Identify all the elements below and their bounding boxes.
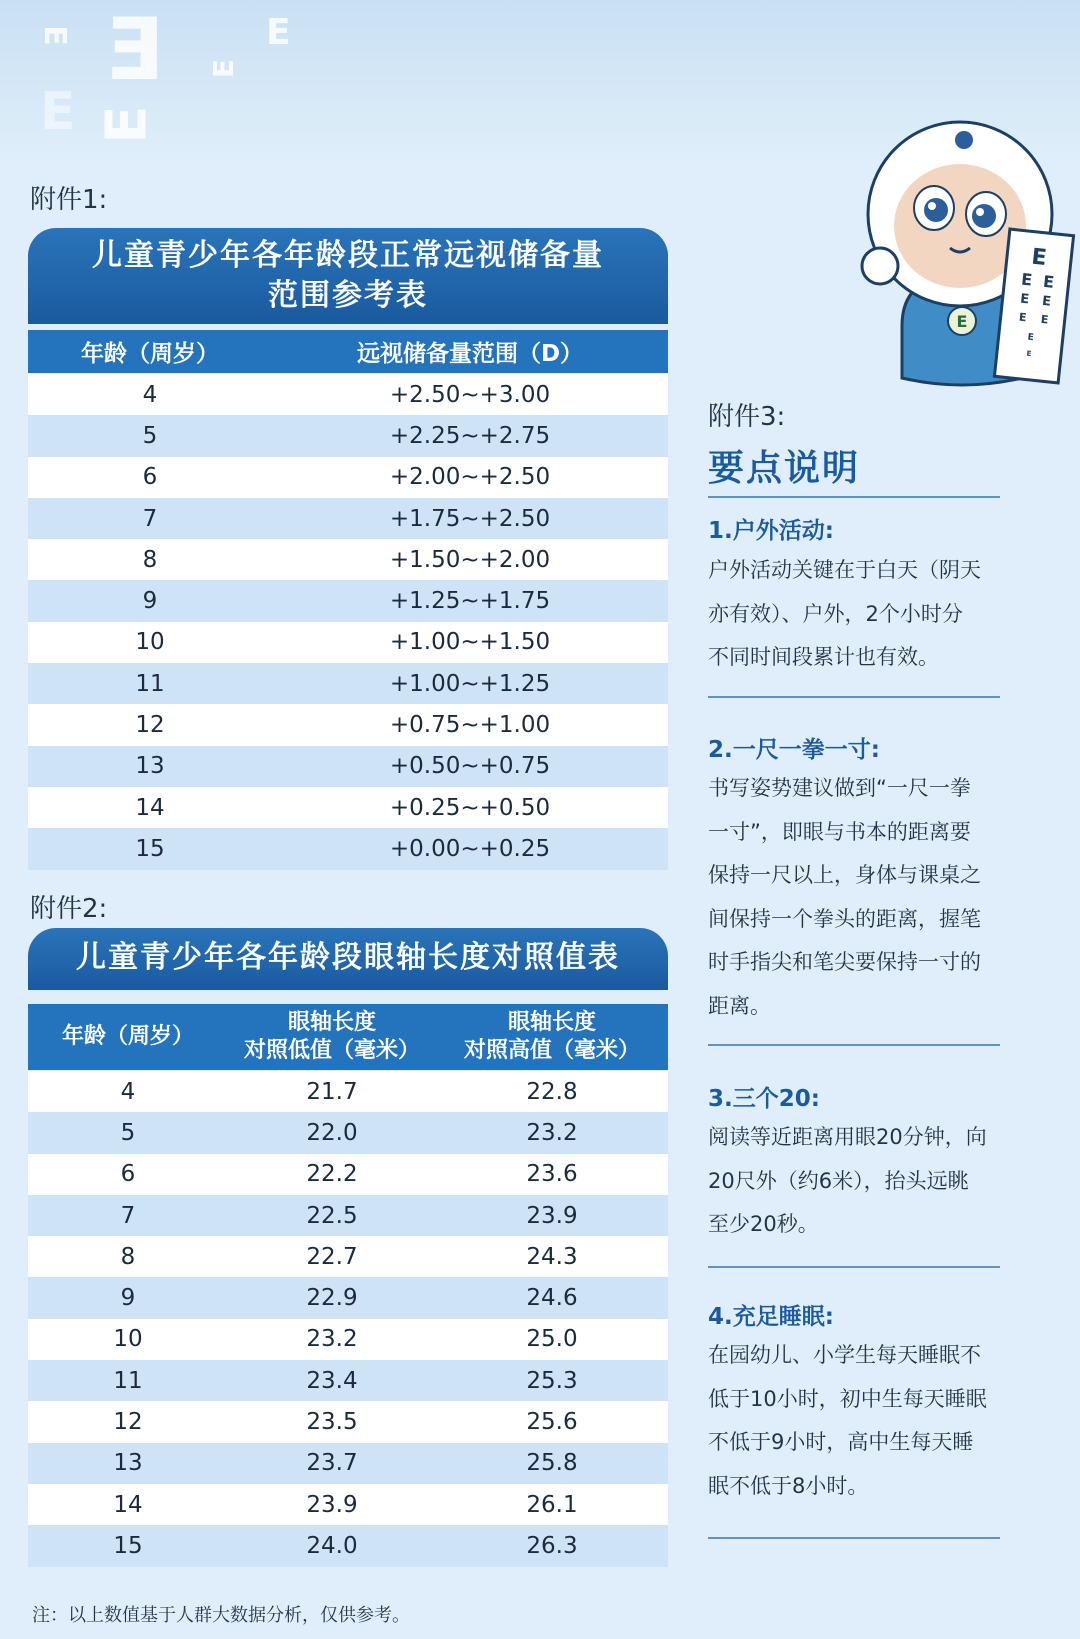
section4-heading: 4.充足睡眠: — [708, 1304, 834, 1330]
table1-title — [28, 228, 668, 324]
decor-e-small-3: E — [207, 58, 241, 79]
mascot-illustration — [852, 116, 1076, 396]
attachment3-title: 要点说明 — [708, 448, 861, 489]
table-row — [28, 704, 668, 745]
attachment1-label: 附件1: — [30, 185, 108, 215]
table2-col-low — [228, 1009, 436, 1065]
table-row — [28, 374, 668, 415]
age-cell: 4 — [142, 381, 158, 408]
table1-column-header — [28, 330, 668, 373]
table2-body — [28, 1071, 668, 1567]
table-row — [28, 580, 668, 621]
section4-line: 眠不低于8小时。 — [708, 1473, 869, 1498]
high-value-cell: 24.6 — [526, 1285, 578, 1312]
age-cell: 15 — [135, 835, 165, 862]
table2-column-header — [28, 1004, 668, 1070]
high-value-cell: 26.3 — [526, 1532, 578, 1559]
section1-body — [708, 549, 1003, 680]
table-row — [28, 1484, 668, 1525]
section1-line: 不同时间段累计也有效。 — [708, 645, 939, 669]
range-cell: +1.25~+1.75 — [389, 588, 551, 615]
decor-e-small-1: E — [36, 25, 72, 46]
high-value-cell: 25.6 — [526, 1409, 578, 1436]
range-cell: +1.00~+1.25 — [389, 670, 551, 697]
section1-line: 亦有效）、户外，2个小时分 — [708, 601, 963, 626]
section4-body — [708, 1334, 1003, 1508]
age-cell: 9 — [120, 1285, 136, 1312]
age-cell: 11 — [135, 670, 165, 697]
mascot-chart-e-2: E — [1020, 269, 1034, 290]
age-cell: 6 — [142, 464, 158, 491]
attachment3-label: 附件3: — [708, 402, 786, 432]
age-cell: 9 — [142, 588, 158, 615]
table-row — [28, 498, 668, 539]
high-value-cell: 23.2 — [526, 1119, 578, 1146]
divider — [708, 1537, 1000, 1539]
table1-col-range: 远视储备量范围（D） — [356, 341, 584, 367]
low-value-cell: 24.0 — [306, 1532, 358, 1559]
age-cell: 12 — [113, 1409, 143, 1436]
age-cell: 13 — [135, 753, 165, 780]
high-value-cell: 23.6 — [526, 1161, 578, 1188]
mascot-chart-e-8: E — [1027, 332, 1035, 344]
low-value-cell: 22.2 — [306, 1161, 358, 1188]
table2-col-low-line2: 对照低值（毫米） — [243, 1038, 420, 1063]
section2-line: 距离。 — [708, 993, 771, 1018]
section2-line: 时手指尖和笔尖要保持一寸的 — [708, 950, 981, 974]
decor-e-small-2: E — [266, 12, 291, 53]
range-cell: +2.50~+3.00 — [389, 381, 551, 408]
age-cell: 8 — [120, 1243, 136, 1270]
table-row — [28, 1525, 668, 1566]
low-value-cell: 23.2 — [306, 1326, 358, 1353]
section3-body — [708, 1116, 1003, 1247]
low-value-cell: 21.7 — [306, 1078, 358, 1105]
table1-col-age: 年龄（周岁） — [81, 341, 219, 367]
range-cell: +1.75~+2.50 — [389, 505, 551, 532]
age-cell: 10 — [135, 629, 165, 656]
section2-line: 书写姿势建议做到“一尺一拳 — [708, 776, 971, 800]
section3-heading: 3.三个20: — [708, 1086, 820, 1112]
age-cell: 14 — [135, 794, 165, 821]
decor-e-large-3: E — [94, 105, 160, 144]
high-value-cell: 25.8 — [526, 1450, 578, 1477]
age-cell: 4 — [120, 1078, 136, 1105]
age-cell: 10 — [113, 1326, 143, 1353]
table2-col-high — [436, 1009, 668, 1065]
low-value-cell: 22.7 — [306, 1243, 358, 1270]
age-cell: 7 — [120, 1202, 136, 1229]
divider — [708, 1266, 1000, 1268]
low-value-cell: 22.9 — [306, 1285, 358, 1312]
table-row — [28, 539, 668, 580]
low-value-cell: 22.5 — [306, 1202, 358, 1229]
section2-line: 间保持一个拳头的距离，握笔 — [708, 906, 981, 931]
range-cell: +0.75~+1.00 — [389, 712, 551, 739]
table1-title-line2: 范围参考表 — [268, 278, 428, 313]
table-row — [28, 1112, 668, 1153]
mascot-chart-e-3: E — [1042, 271, 1056, 292]
section2-line: 一寸”，即眼与书本的距离要 — [708, 819, 971, 844]
table-row — [28, 1443, 668, 1484]
age-cell: 8 — [142, 546, 158, 573]
range-cell: +1.50~+2.00 — [389, 546, 551, 573]
footnote: 注：以上数值基于人群大数据分析，仅供参考。 — [32, 1605, 410, 1626]
section2-heading: 2.一尺一拳一寸: — [708, 737, 880, 763]
table-row — [28, 1360, 668, 1401]
age-cell: 5 — [142, 422, 158, 449]
table2-col-age: 年龄（周岁） — [61, 1024, 194, 1049]
high-value-cell: 25.0 — [526, 1326, 578, 1353]
mascot-chart-e-4: E — [1019, 291, 1030, 308]
table-row — [28, 746, 668, 787]
mascot-badge: E — [956, 312, 968, 331]
high-value-cell: 24.3 — [526, 1243, 578, 1270]
table-row — [28, 1195, 668, 1236]
range-cell: +0.25~+0.50 — [389, 794, 551, 821]
range-cell: +0.50~+0.75 — [389, 753, 551, 780]
decor-e-large-1: E — [106, 0, 165, 100]
section4-line: 低于10小时，初中生每天睡眠 — [708, 1386, 987, 1411]
age-cell: 14 — [113, 1491, 143, 1518]
high-value-cell: 26.1 — [526, 1491, 578, 1518]
table2-col-high-line2: 对照高值（毫米） — [463, 1038, 640, 1063]
divider — [708, 1044, 1000, 1046]
table-row — [28, 828, 668, 869]
age-cell: 13 — [113, 1450, 143, 1477]
attachment2-label: 附件2: — [30, 894, 108, 924]
mascot-chart-e-1: E — [1030, 244, 1048, 271]
high-value-cell: 23.9 — [526, 1202, 578, 1229]
table-row — [28, 1401, 668, 1442]
mascot-chart-e-5: E — [1041, 293, 1052, 310]
range-cell: +0.00~+0.25 — [389, 835, 551, 862]
range-cell: +2.00~+2.50 — [389, 464, 551, 491]
table2-col-low-line1: 眼轴长度 — [287, 1010, 376, 1035]
range-cell: +2.25~+2.75 — [389, 422, 551, 449]
low-value-cell: 23.7 — [306, 1450, 358, 1477]
table2-title-text: 儿童青少年各年龄段眼轴长度对照值表 — [76, 940, 620, 975]
section3-line: 至少20秒。 — [708, 1212, 819, 1236]
table-row — [28, 1236, 668, 1277]
table-row — [28, 457, 668, 498]
table-row — [28, 1154, 668, 1195]
mascot-chart-e-7: E — [1040, 312, 1050, 327]
table-row — [28, 663, 668, 704]
age-cell: 7 — [142, 505, 158, 532]
age-cell: 6 — [120, 1161, 136, 1188]
section4-line: 在园幼儿、小学生每天睡眠不 — [708, 1343, 981, 1367]
table2-title — [28, 928, 668, 990]
decor-e-large-2: E — [40, 82, 76, 142]
section3-line: 阅读等近距离用眼20分钟，向 — [708, 1125, 987, 1149]
low-value-cell: 23.9 — [306, 1491, 358, 1518]
table2-col-high-line1: 眼轴长度 — [507, 1010, 596, 1035]
range-cell: +1.00~+1.50 — [389, 629, 551, 656]
age-cell: 12 — [135, 712, 165, 739]
divider — [708, 496, 1000, 498]
age-cell: 5 — [120, 1119, 136, 1146]
table-row — [28, 1071, 668, 1112]
low-value-cell: 23.4 — [306, 1367, 358, 1394]
age-cell: 15 — [113, 1532, 143, 1559]
table-row — [28, 787, 668, 828]
age-cell: 11 — [113, 1367, 143, 1394]
mascot-chart-e-9: E — [1026, 349, 1032, 358]
divider — [708, 696, 1000, 698]
table1-body — [28, 374, 668, 870]
low-value-cell: 22.0 — [306, 1119, 358, 1146]
section2-body — [708, 767, 1003, 1028]
section3-line: 20尺外（约6米），抬头远眺 — [708, 1168, 969, 1193]
section1-heading: 1.户外活动: — [708, 518, 834, 544]
table1-title-line1: 儿童青少年各年龄段正常远视储备量 — [92, 238, 604, 273]
section2-line: 保持一尺以上，身体与课桌之 — [708, 863, 981, 887]
table-row — [28, 622, 668, 663]
low-value-cell: 23.5 — [306, 1409, 358, 1436]
high-value-cell: 22.8 — [526, 1078, 578, 1105]
table-row — [28, 1319, 668, 1360]
section1-line: 户外活动关键在于白天（阴天 — [708, 558, 981, 582]
mascot-chart-e-6: E — [1018, 310, 1028, 325]
high-value-cell: 25.3 — [526, 1367, 578, 1394]
table-row — [28, 415, 668, 456]
table-row — [28, 1277, 668, 1318]
section4-line: 不低于9小时，高中生每天睡 — [708, 1430, 974, 1454]
